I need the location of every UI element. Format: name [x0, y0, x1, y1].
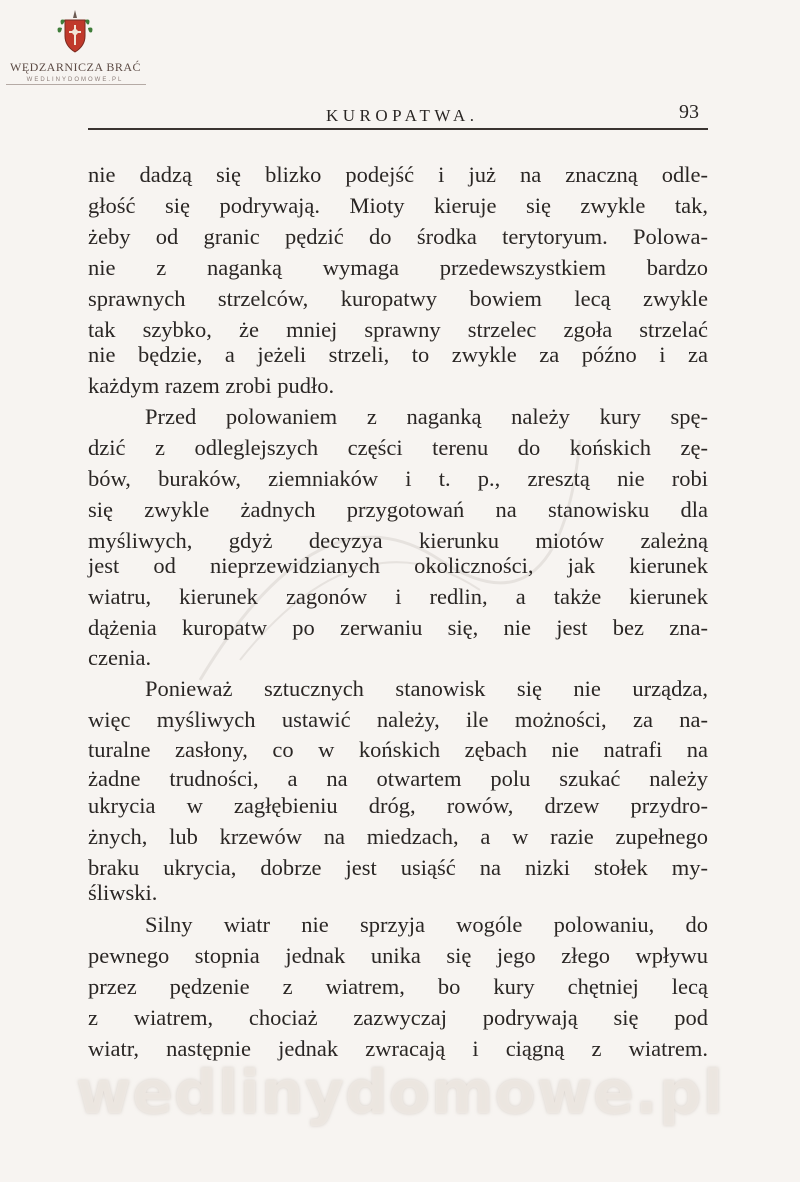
text-line: nie dadzą się blizko podejść i już na znaczną odle-: [88, 162, 708, 187]
text-line: braku ukrycia, dobrze jest usiąść na nizki stołek my-: [88, 855, 708, 880]
text-line: nie będzie, a jeżeli strzeli, to zwykle za późno i za: [88, 342, 708, 367]
coat-of-arms-icon: [53, 8, 97, 56]
text-line: żadne trudności, a na otwartem polu szukać należy: [88, 766, 708, 791]
text-line: turalne zasłony, co w końskich zębach nie natrafi na: [88, 737, 708, 762]
text-line: dążenia kuropatw po zerwaniu się, nie jest bez zna-: [88, 615, 708, 640]
text-line: Ponieważ sztucznych stanowisk się nie urządza,: [145, 676, 708, 701]
text-line: czenia.: [88, 645, 152, 670]
running-title: KUROPATWA.: [326, 106, 479, 125]
text-line: każdym razem zrobi pudło.: [88, 373, 335, 398]
text-line: wiatru, kierunek zagonów i redlin, a także kierunek: [88, 584, 708, 609]
text-line: z wiatrem, chociaż zazwyczaj podrywają się pod: [88, 1005, 708, 1030]
text-line: Przed polowaniem z naganką należy kury spę-: [145, 404, 708, 429]
text-line: przez pędzenie z wiatrem, bo kury chętniej lecą: [88, 974, 708, 999]
text-line: się zwykle żadnych przygotowań na stanowisku dla: [88, 497, 708, 522]
text-line: ukrycia w zagłębieniu dróg, rowów, drzew przydro-: [88, 793, 708, 818]
text-line: sprawnych strzelców, kuropatwy bowiem lecą zwykle: [88, 286, 708, 311]
text-line: wiatr, następnie jednak zwracają i ciągną z wiatrem.: [88, 1036, 708, 1061]
text-line: nie z naganką wymaga przedewszystkiem bardzo: [88, 255, 708, 280]
page-number: 93: [679, 101, 699, 123]
text-line: tak szybko, że mniej sprawny strzelec zgoła strzelać: [88, 317, 708, 342]
logo-url: WEDLINYDOMOWE.PL: [26, 77, 124, 83]
logo-divider: [6, 84, 146, 85]
watermark-text: wedlinydomowe.pl: [75, 1058, 725, 1128]
text-line: więc myśliwych ustawić należy, ile możności, za na-: [88, 707, 708, 732]
text-line: Silny wiatr nie sprzyja wogóle polowaniu, do: [145, 912, 708, 937]
text-line: dzić z odleglejszych części terenu do końskich zę-: [88, 435, 708, 460]
text-line: pewnego stopnia jednak unika się jego złego wpływu: [88, 943, 708, 968]
text-line: żnych, lub krzewów na miedzach, a w razie zupełnego: [88, 824, 708, 849]
header-rule: [88, 128, 708, 130]
site-logo: [10, 8, 140, 83]
text-line: żeby od granic pędzić do środka terytoryum. Polowa-: [88, 224, 708, 249]
text-line: głość się podrywają. Mioty kieruje się zwykle tak,: [88, 193, 708, 218]
logo-name: WĘDZARNICZA BRAĆ: [10, 60, 141, 74]
text-line: bów, buraków, ziemniaków i t. p., zresztą nie robi: [88, 466, 708, 491]
text-line: jest od nieprzewidzianych okoliczności, jak kierunek: [88, 553, 708, 578]
text-line: śliwski.: [88, 880, 158, 905]
text-line: myśliwych, gdyż decyzya kierunku miotów zależną: [88, 528, 708, 553]
